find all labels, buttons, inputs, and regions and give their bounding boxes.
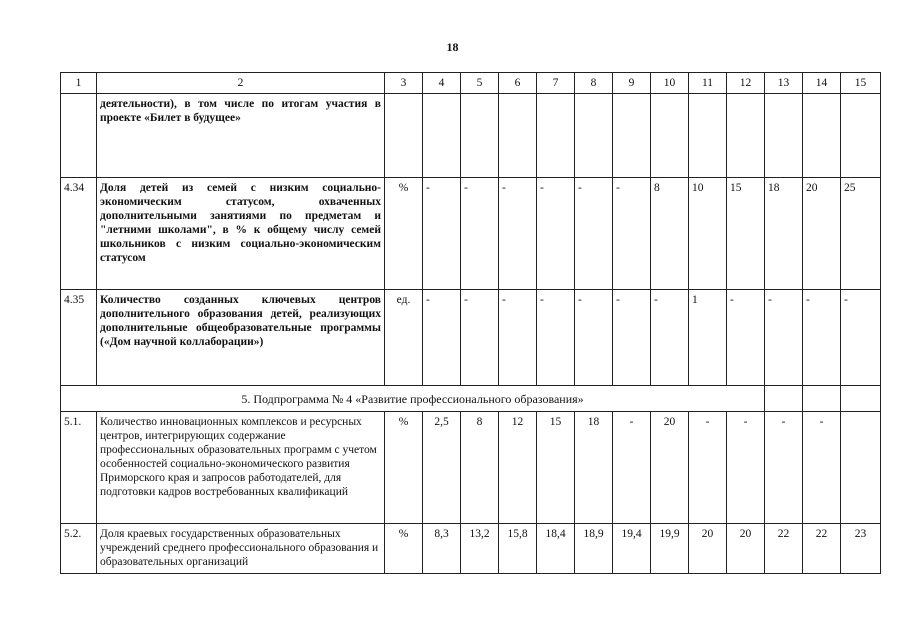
value-cell: [651, 94, 689, 178]
row-number: 5.1.: [61, 412, 97, 524]
subprogram-title: 5. Подпрограмма № 4 «Развитие профессионального образования»: [61, 386, 765, 412]
header-cell: 8: [575, 73, 613, 94]
value-cell: [765, 386, 803, 412]
value-cell: [537, 94, 575, 178]
value-cell: 20: [803, 178, 841, 290]
row-number: 4.35: [61, 290, 97, 386]
value-cell: 22: [765, 524, 803, 574]
value-cell: 8: [461, 412, 499, 524]
value-cell: -: [537, 290, 575, 386]
header-cell: 14: [803, 73, 841, 94]
value-cell: 19,9: [651, 524, 689, 574]
value-cell: [575, 94, 613, 178]
value-cell: -: [803, 412, 841, 524]
value-cell: -: [765, 290, 803, 386]
header-cell: 1: [61, 73, 97, 94]
value-cell: 18: [575, 412, 613, 524]
row-unit: [385, 94, 423, 178]
value-cell: -: [461, 178, 499, 290]
row-unit: ед.: [385, 290, 423, 386]
value-cell: 22: [803, 524, 841, 574]
value-cell: 8,3: [423, 524, 461, 574]
value-cell: 20: [689, 524, 727, 574]
row-number: 4.34: [61, 178, 97, 290]
value-cell: 13,2: [461, 524, 499, 574]
value-cell: 18: [765, 178, 803, 290]
row-number: [61, 94, 97, 178]
value-cell: [841, 412, 881, 524]
value-cell: -: [613, 290, 651, 386]
value-cell: -: [651, 290, 689, 386]
value-cell: [689, 94, 727, 178]
value-cell: -: [575, 178, 613, 290]
header-cell: 13: [765, 73, 803, 94]
row-description: Количество инновационных комплексов и ресурсных центров, интегрирующих содержание профессиональных образовательных программ с учетом особенностей социально-экономического развития Приморского края и запросов работодателей, для подготовки кадров востребованных квалификаций: [97, 412, 385, 524]
value-cell: -: [727, 412, 765, 524]
table-row: [61, 524, 881, 574]
value-cell: -: [461, 290, 499, 386]
subprogram-row: [61, 386, 881, 412]
value-cell: -: [689, 412, 727, 524]
value-cell: -: [499, 290, 537, 386]
value-cell: -: [613, 178, 651, 290]
value-cell: 8: [651, 178, 689, 290]
header-cell: 15: [841, 73, 881, 94]
value-cell: 20: [727, 524, 765, 574]
table-row: [61, 290, 881, 386]
value-cell: [803, 386, 841, 412]
value-cell: [803, 94, 841, 178]
value-cell: [461, 94, 499, 178]
header-cell: 2: [97, 73, 385, 94]
header-cell: 6: [499, 73, 537, 94]
value-cell: -: [765, 412, 803, 524]
table-row: [61, 412, 881, 524]
header-cell: 7: [537, 73, 575, 94]
page-number: 18: [446, 40, 459, 54]
value-cell: 19,4: [613, 524, 651, 574]
value-cell: -: [803, 290, 841, 386]
header-row: [61, 73, 881, 94]
value-cell: -: [537, 178, 575, 290]
value-cell: 1: [689, 290, 727, 386]
value-cell: -: [841, 290, 881, 386]
value-cell: [765, 94, 803, 178]
row-description: Доля детей из семей с низким социально-экономическим статусом, охваченных дополнительными занятиями по предметам и "летними школами", в % к общему числу семей школьников с низким социально-экономическим статусом: [97, 178, 385, 290]
value-cell: 12: [499, 412, 537, 524]
value-cell: 10: [689, 178, 727, 290]
row-unit: %: [385, 412, 423, 524]
value-cell: [423, 94, 461, 178]
value-cell: 23: [841, 524, 881, 574]
value-cell: -: [423, 290, 461, 386]
table-row: [61, 178, 881, 290]
header-cell: 12: [727, 73, 765, 94]
header-cell: 11: [689, 73, 727, 94]
header-cell: 3: [385, 73, 423, 94]
value-cell: 15: [537, 412, 575, 524]
value-cell: -: [499, 178, 537, 290]
header-cell: 9: [613, 73, 651, 94]
value-cell: 2,5: [423, 412, 461, 524]
value-cell: 18,4: [537, 524, 575, 574]
value-cell: 18,9: [575, 524, 613, 574]
row-description: деятельности), в том числе по итогам участия в проекте «Билет в будущее»: [97, 94, 385, 178]
indicators-table: [60, 72, 881, 574]
row-unit: %: [385, 524, 423, 574]
value-cell: -: [423, 178, 461, 290]
row-number: 5.2.: [61, 524, 97, 574]
value-cell: 20: [651, 412, 689, 524]
row-description: Доля краевых государственных образовательных учреждений среднего профессионального образования и образовательных организаций: [97, 524, 385, 574]
header-cell: 4: [423, 73, 461, 94]
table-row: [61, 94, 881, 178]
value-cell: -: [727, 290, 765, 386]
value-cell: [499, 94, 537, 178]
value-cell: [841, 386, 881, 412]
value-cell: 15,8: [499, 524, 537, 574]
value-cell: -: [575, 290, 613, 386]
header-cell: 10: [651, 73, 689, 94]
value-cell: [727, 94, 765, 178]
value-cell: -: [613, 412, 651, 524]
value-cell: 15: [727, 178, 765, 290]
value-cell: 25: [841, 178, 881, 290]
header-cell: 5: [461, 73, 499, 94]
value-cell: [613, 94, 651, 178]
value-cell: [841, 94, 881, 178]
row-description: Количество созданных ключевых центров дополнительного образования детей, реализующих дополнительные общеобразовательные программы («Дом научной коллаборации»): [97, 290, 385, 386]
row-unit: %: [385, 178, 423, 290]
